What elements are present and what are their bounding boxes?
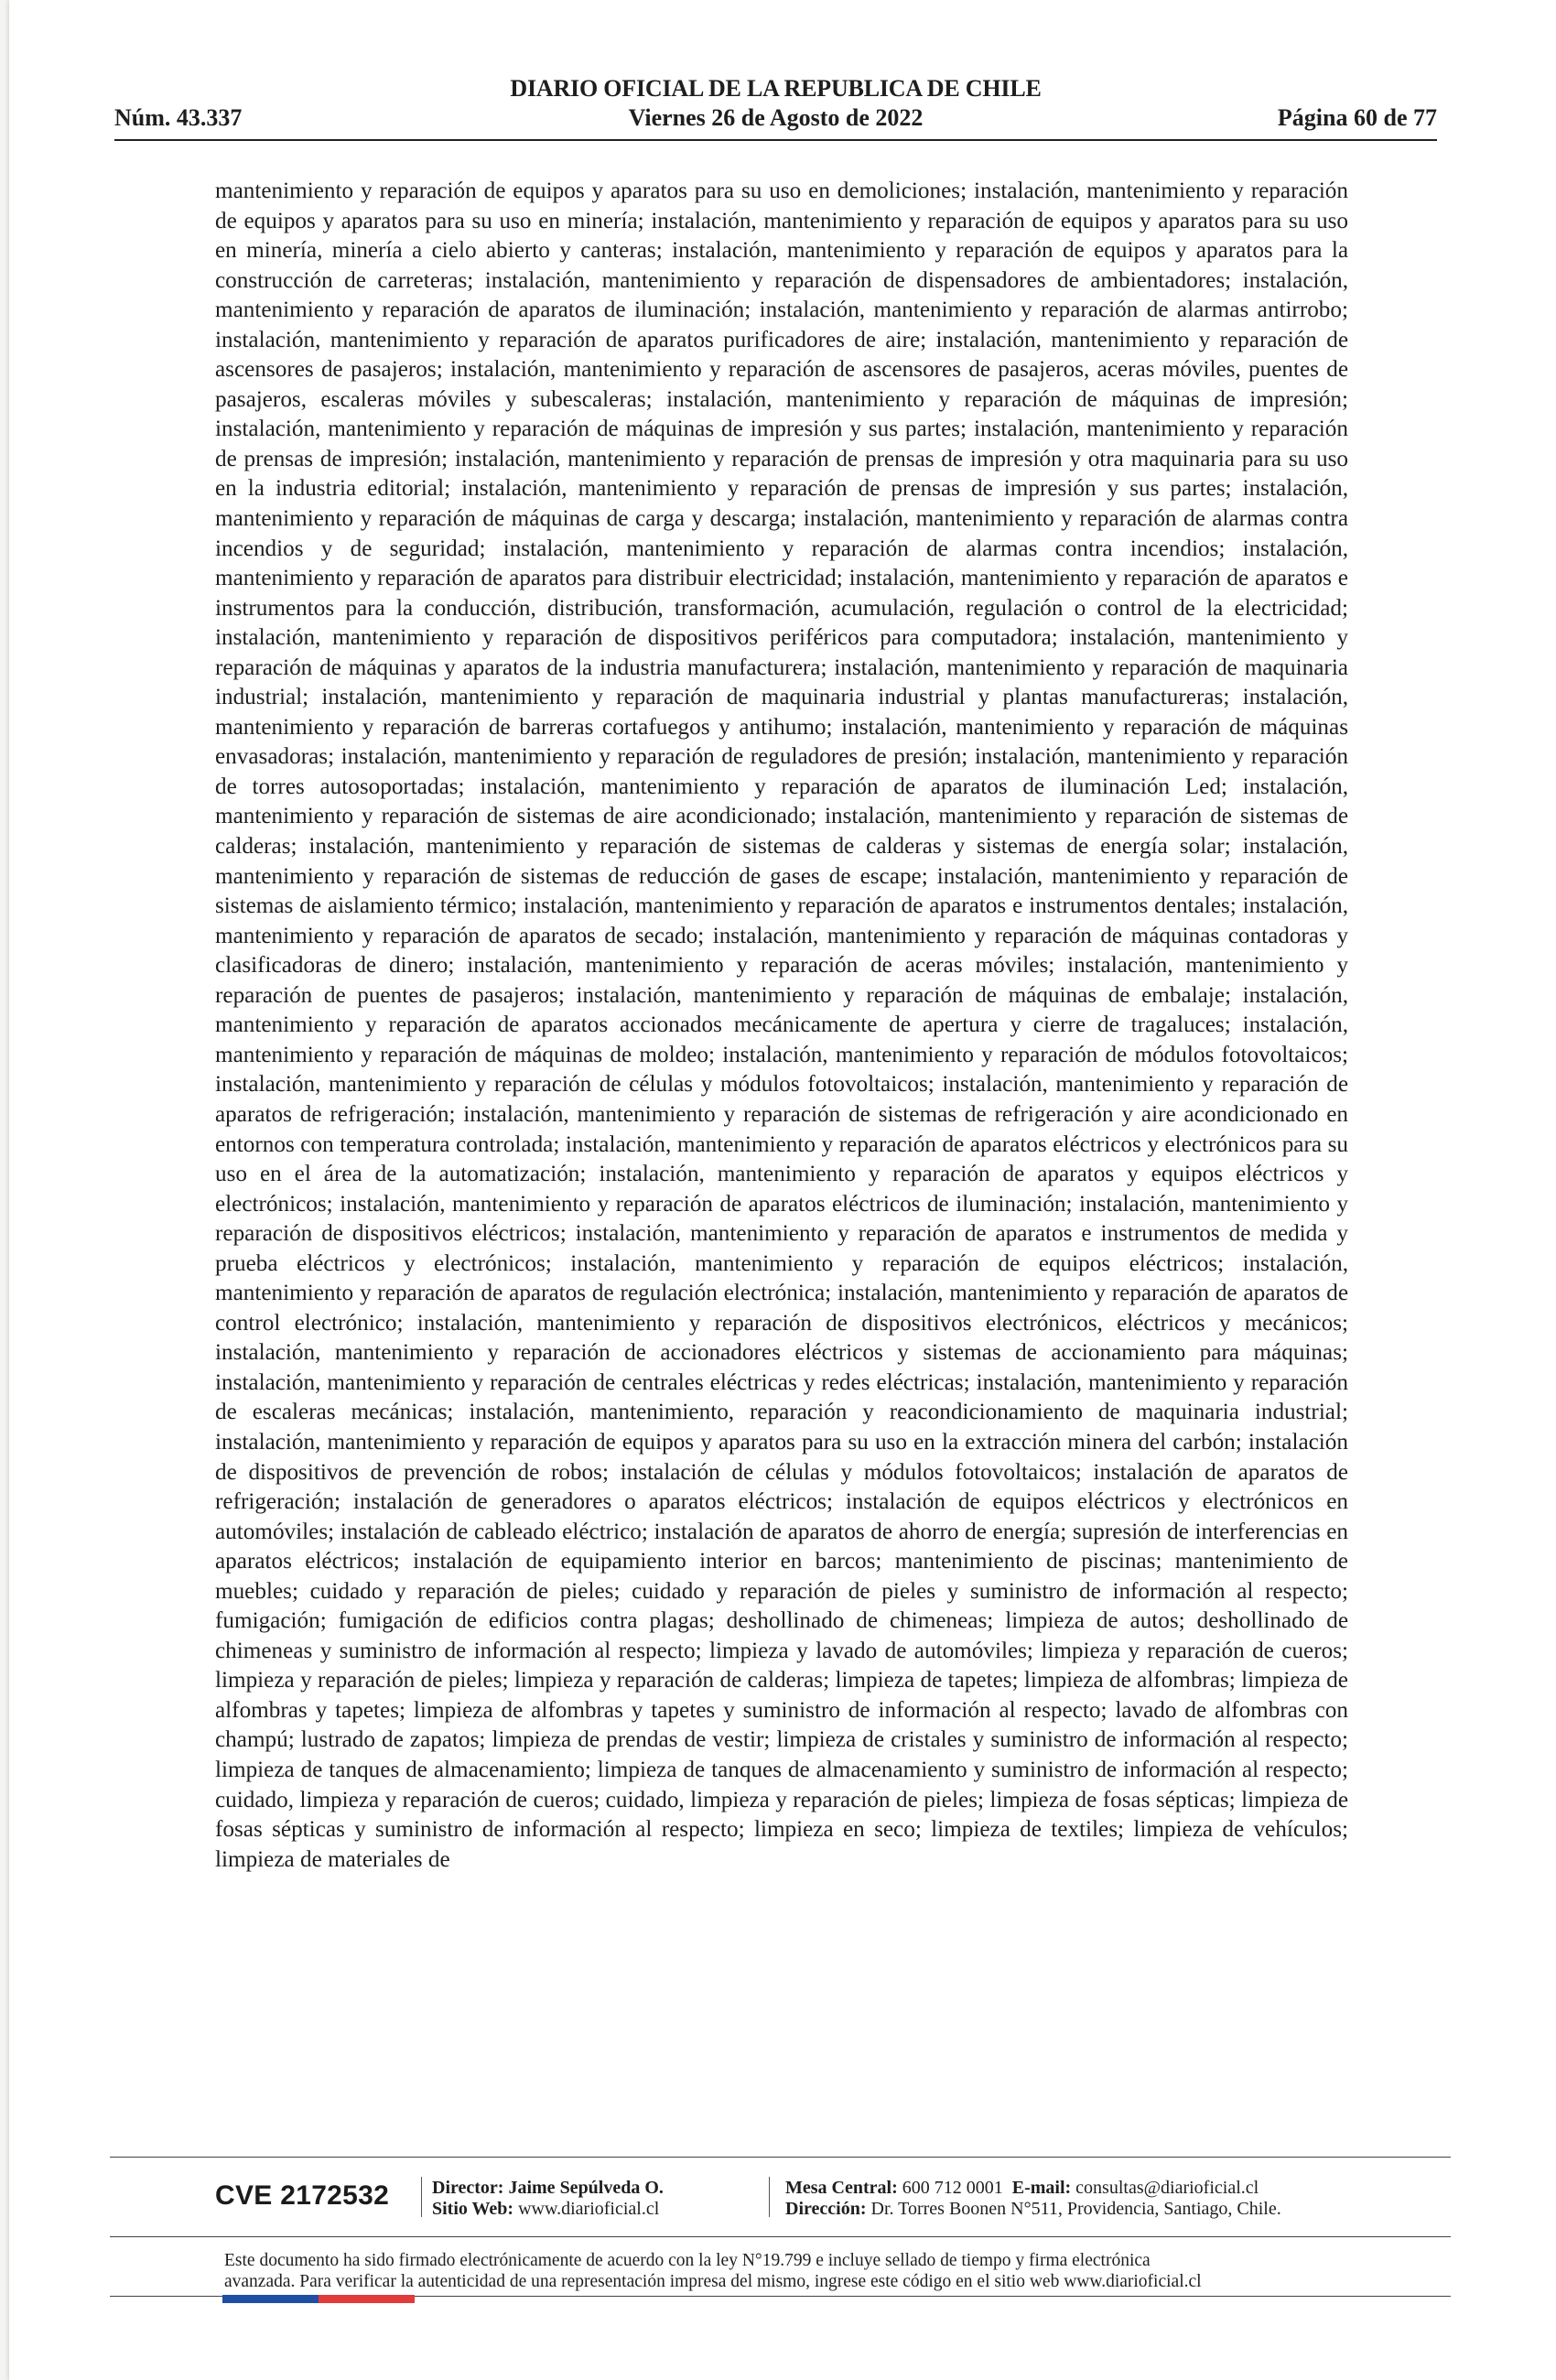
body-paragraph: mantenimiento y reparación de equipos y aparatos para su uso en demoliciones; instalación, mantenimiento y reparación de equipos y aparatos para su uso en minería; instalación, mantenimiento y reparación de equipos y aparatos para su uso en minería, minería a cielo abierto y canteras; instalación, mantenimiento y reparación de equipos y aparatos para la construcción de carreteras; instalación, mantenimiento y reparación de dispensadores de ambientadores; instalación, mantenimiento y reparación de aparatos de iluminación; instalación, mantenimiento y reparación de alarmas antirrobo; instalación, mantenimiento y reparación de aparatos purificadores de aire; instalación, mantenimiento y reparación de ascensores de pasajeros; instalación, mantenimiento y reparación de ascensores de pasajeros, aceras móviles, puentes de pasajeros, escaleras móviles y subescaleras; instalación, mantenimiento y reparación de máquinas de impresión; instalación, mantenimiento y reparación de máquinas de impresión y sus partes; instalación, mantenimiento y reparación de prensas de impresión; instalación, mantenimiento y reparación de prensas de impresión y otra maquinaria para su uso en la industria editorial; instalación, mantenimiento y reparación de prensas de impresión y sus partes; instalación, mantenimiento y reparación de máquinas de carga y descarga; instalación, mantenimiento y reparación de alarmas contra incendios y de seguridad; instalación, mantenimiento y reparación de alarmas contra incendios; instalación, mantenimiento y reparación de aparatos para distribuir electricidad; instalación, mantenimiento y reparación de aparatos e instrumentos para la conducción, distribución, transformación, acumulación, regulación o control de la electricidad; instalación, mantenimiento y reparación de dispositivos periféricos para computadora; instalación, mantenimiento y reparación de máquinas y aparatos de la industria manufacturera; instalación, mantenimiento y reparación de maquinaria industrial; instalación, mantenimiento y reparación de maquinaria industrial y plantas manufactureras; instalación, mantenimiento y reparación de barreras cortafuegos y antihumo; instalación, mantenimiento y reparación de máquinas envasadoras; instalación, mantenimiento y reparación de reguladores de presión; instalación, mantenimiento y reparación de torres autosoportadas; instalación, mantenimiento y reparación de aparatos de iluminación Led; instalación, mantenimiento y reparación de sistemas de aire acondicionado; instalación, mantenimiento y reparación de sistemas de calderas; instalación, mantenimiento y reparación de sistemas de calderas y sistemas de energía solar; instalación, mantenimiento y reparación de sistemas de reducción de gases de escape; instalación, mantenimiento y reparación de sistemas de aislamiento térmico; instalación, mantenimiento y reparación de aparatos e instrumentos dentales; instalación, mantenimiento y reparación de aparatos de secado; instalación, mantenimiento y reparación de máquinas contadoras y clasificadoras de dinero; instalación, mantenimiento y reparación de aceras móviles; instalación, mantenimiento y reparación de puentes de pasajeros; instalación, mantenimiento y reparación de máquinas de embalaje; instalación, mantenimiento y reparación de aparatos accionados mecánicamente de apertura y cierre de tragaluces; instalación, mantenimiento y reparación de máquinas de moldeo; instalación, mantenimiento y reparación de módulos fotovoltaicos; instalación, mantenimiento y reparación de células y módulos fotovoltaicos; instalación, mantenimiento y reparación de aparatos de refrigeración; instalación, mantenimiento y reparación de sistemas de refrigeración y aire acondicionado en entornos con temperatura controlada; instalación, mantenimiento y reparación de aparatos eléctricos y electrónicos para su uso en el área de la automatización; instalación, mantenimiento y reparación de aparatos y equipos eléctricos y electrónicos; instalación, mantenimiento y reparación de aparatos eléctricos de iluminación; instalación, mantenimiento y reparación de dispositivos eléctricos; instalación, mantenimiento y reparación de aparatos e instrumentos de medida y prueba eléctricos y electrónicos; instalación, mantenimiento y reparación de equipos eléctricos; instalación, mantenimiento y reparación de aparatos de regulación electrónica; instalación, mantenimiento y reparación de aparatos de control electrónico; instalación, mantenimiento y reparación de dispositivos electrónicos, eléctricos y mecánicos; instalación, mantenimiento y reparación de accionadores eléctricos y sistemas de accionamiento para máquinas; instalación, mantenimiento y reparación de centrales eléctricas y redes eléctricas; instalación, mantenimiento y reparación de escaleras mecánicas; instalación, mantenimiento, reparación y reacondicionamiento de maquinaria industrial; instalación, mantenimiento y reparación de equipos y aparatos para su uso en la extracción minera del carbón; instalación de dispositivos de prevención de robos; instalación de células y módulos fotovoltaicos; instalación de aparatos de refrigeración; instalación de generadores o aparatos eléctricos; instalación de equipos eléctricos y electrónicos en automóviles; instalación de cableado eléctrico; instalación de aparatos de ahorro de energía; supresión de interferencias en aparatos eléctricos; instalación de equipamiento interior en barcos; mantenimiento de piscinas; mantenimiento de muebles; cuidado y reparación de pieles; cuidado y reparación de pieles y suministro de información al respecto; fumigación; fumigación de edificios contra plagas; deshollinado de chimeneas; limpieza de autos; deshollinado de chimeneas y suministro de información al respecto; limpieza y lavado de automóviles; limpieza y reparación de cueros; limpieza y reparación de pieles; limpieza y reparación de calderas; limpieza de tapetes; limpieza de alfombras; limpieza de alfombras y tapetes; limpieza de alfombras y tapetes y suministro de información al respecto; lavado de alfombras con champú; lustrado de zapatos; limpieza de prendas de vestir; limpieza de cristales y suministro de información al respecto; limpieza de tanques de almacenamiento; limpieza de tanques de almacenamiento y suministro de información al respecto; cuidado, limpieza y reparación de cueros; cuidado, limpieza y reparación de pieles; limpieza de fosas sépticas; limpieza de fosas sépticas y suministro de información al respecto; limpieza en seco; limpieza de textiles; limpieza de vehículos; limpieza de materiales de bbox=[215, 178, 1348, 1872]
email-label: E-mail: bbox=[1011, 2178, 1072, 2198]
disclaimer-line-2: avanzada. Para verificar la autenticidad de una representación impresa del mismo, ingrese este código en el sitio web www.diarioficial.cl bbox=[224, 2272, 1202, 2291]
disclaimer-line-1: Este documento ha sido firmado electrónicamente de acuerdo con la ley N°19.799 e incluye sellado de tiempo y firma electrónica bbox=[224, 2251, 1151, 2270]
issue-date: Viernes 26 de Agosto de 2022 bbox=[628, 104, 924, 131]
page-footer bbox=[110, 2157, 1451, 2303]
issue-number: Núm. 43.337 bbox=[114, 104, 243, 131]
flag-color-bar bbox=[222, 2295, 415, 2303]
document-page bbox=[9, 0, 1556, 2380]
footer-director-block bbox=[432, 2178, 664, 2220]
web-label: Sitio Web: bbox=[432, 2199, 514, 2219]
signature-disclaimer bbox=[224, 2250, 1469, 2292]
flag-blue-segment bbox=[222, 2295, 319, 2303]
email-link[interactable]: consultas@diarioficial.cl bbox=[1075, 2178, 1259, 2198]
masthead-title: DIARIO OFICIAL DE LA REPUBLICA DE CHILE bbox=[510, 75, 1042, 102]
central-label: Mesa Central: bbox=[785, 2178, 898, 2198]
footer-mid-divider bbox=[110, 2236, 1451, 2237]
footer-separator-2 bbox=[769, 2177, 770, 2217]
web-link[interactable]: www.diarioficial.cl bbox=[518, 2199, 660, 2219]
central-value: 600 712 0001 bbox=[902, 2178, 1003, 2198]
header-meta-row bbox=[114, 104, 1437, 134]
cve-code: CVE 2172532 bbox=[215, 2180, 390, 2211]
footer-separator-1 bbox=[421, 2177, 422, 2217]
director-value: Jaime Sepúlveda O. bbox=[508, 2178, 664, 2198]
header-divider bbox=[114, 139, 1437, 141]
footer-contact-block bbox=[785, 2178, 1281, 2220]
address-value: Dr. Torres Boonen N°511, Providencia, Santiago, Chile. bbox=[870, 2199, 1281, 2219]
page-indicator: Página 60 de 77 bbox=[1277, 104, 1437, 131]
page-header bbox=[114, 75, 1437, 148]
footer-top-divider bbox=[110, 2157, 1451, 2158]
flag-red-segment bbox=[319, 2295, 415, 2303]
address-label: Dirección: bbox=[785, 2199, 867, 2219]
director-label: Director: bbox=[432, 2178, 504, 2198]
